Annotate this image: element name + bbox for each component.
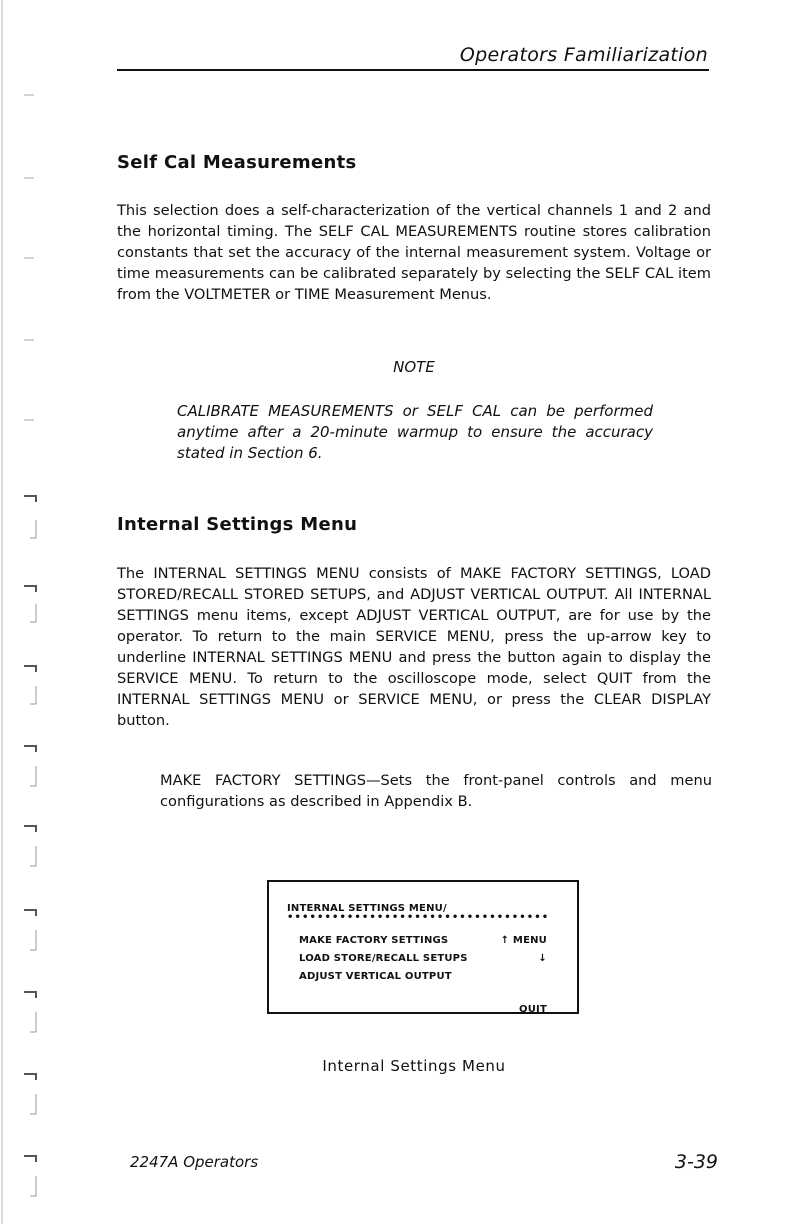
section-title-self-cal: Self Cal Measurements xyxy=(117,152,357,173)
note-text: CALIBRATE MEASUREMENTS or SELF CAL can be performed anytime after a 20-minute warmup to ensure the accuracy stated in Section 6. xyxy=(177,402,653,462)
self-cal-paragraph: This selection does a self-characterization of the vertical channels 1 and 2 and the horizontal timing. The SELF CAL MEASUREMENTS routine stores calibration constants that set the accuracy of the internal measurement system. Voltage or time measurements can be calibrated separately by selecting the SELF CAL item from the VOLTMETER or TIME Measurement Menus. xyxy=(117,202,711,303)
binding-edge-marks xyxy=(0,0,60,1224)
make-factory-settings-paragraph: MAKE FACTORY SETTINGS—Sets the front-panel controls and menu configurations as described in Appendix B. xyxy=(160,772,712,810)
figure-caption: Internal Settings Menu xyxy=(322,1057,506,1075)
footer-manual-title: 2247A Operators xyxy=(130,1153,259,1171)
menu-screen-display xyxy=(267,880,579,1014)
screen-menu-title: INTERNAL SETTINGS MENU/ xyxy=(287,903,447,914)
screen-dotted-underline: ••••••••••••••••••••••••••••••••••• xyxy=(287,912,550,923)
internal-settings-paragraph: The INTERNAL SETTINGS MENU consists of MAKE FACTORY SETTINGS, LOAD STORED/RECALL STORED SETUPS, and ADJUST VERTICAL OUTPUT. All INTERNAL SETTINGS menu items, except ADJUST VERTICAL OUTPUT, are for use by the operator. To return to the main SERVICE MENU, press the up-arrow key to underline INTERNAL SETTINGS MENU and press the button again to display the SERVICE MENU. To return to the oscilloscope mode, select QUIT from the INTERNAL SETTINGS MENU or SERVICE MENU, or press the CLEAR DISPLAY button. xyxy=(117,565,711,729)
screen-item-make-factory-settings: MAKE FACTORY SETTINGS xyxy=(299,935,449,946)
screen-item-adjust-vertical-output: ADJUST VERTICAL OUTPUT xyxy=(299,971,452,982)
screen-item-load-store-recall-setups: LOAD STORE/RECALL SETUPS xyxy=(299,953,468,964)
note-label: NOTE xyxy=(393,358,435,376)
section-title-internal-settings: Internal Settings Menu xyxy=(117,514,358,535)
page-number: 3-39 xyxy=(674,1151,718,1173)
header-rule xyxy=(117,69,709,71)
running-header: Operators Familiarization xyxy=(459,44,708,66)
screen-down-arrow-icon: ↓ xyxy=(538,953,547,964)
screen-up-menu-label: ↑ MENU xyxy=(500,935,547,946)
screen-quit-label: QUIT xyxy=(519,1004,547,1015)
